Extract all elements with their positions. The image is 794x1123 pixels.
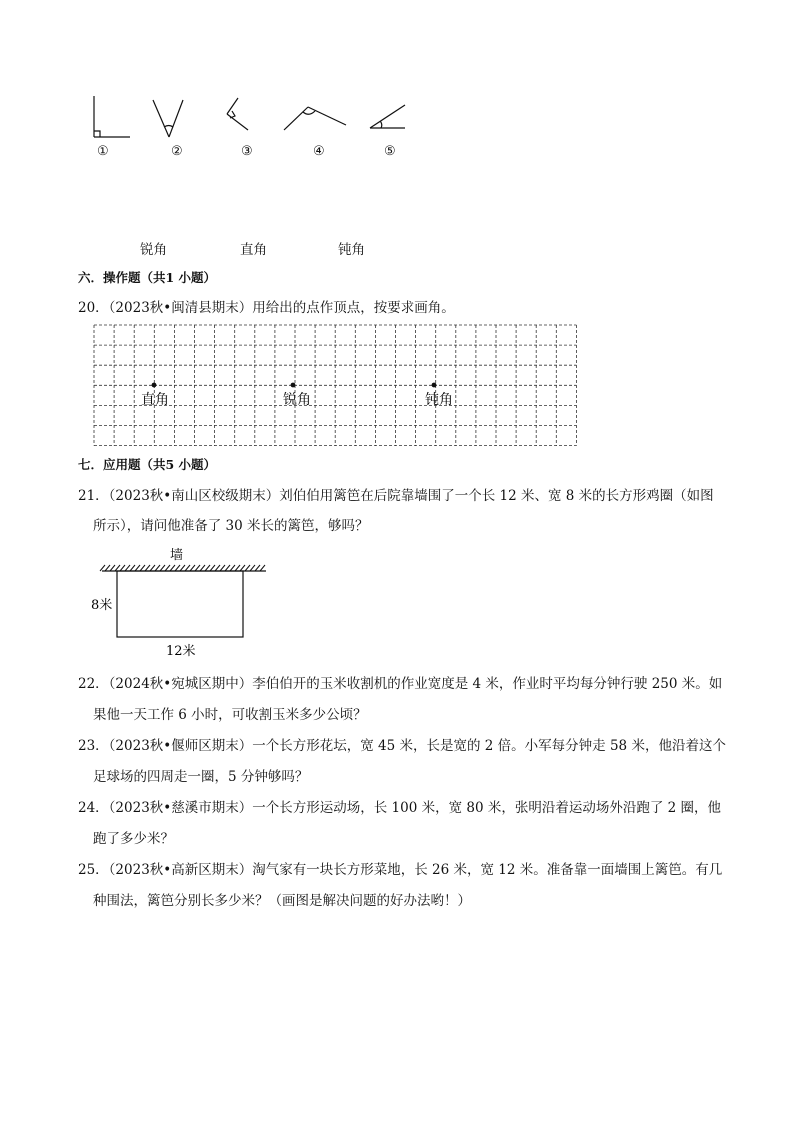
grid-label-obtuse: 钝角 xyxy=(425,392,453,408)
wall-hatch-line xyxy=(125,565,130,571)
question-24-line-1: 24．（2023秋•慈溪市期末）一个长方形运动场，长 100 米，宽 80 米，张明沿着运动场外沿跑了 2 圈，他 xyxy=(78,800,722,816)
wall-hatch-line xyxy=(170,565,175,571)
wall-hatch-line xyxy=(155,565,160,571)
wall-hatch-line xyxy=(210,565,215,571)
wall-hatch-line xyxy=(130,565,135,571)
question-25-line-1: 25．（2023秋•高新区期末）淘气家有一块长方形菜地，长 26 米，宽 12 米。准备靠一面墙围上篱笆。有几 xyxy=(78,862,723,878)
question-21-line-1: 21．（2023秋•南山区校级期末）刘伯伯用篱笆在后院靠墙围了一个长 12 米、宽 8 米的长方形鸡圈（如图 xyxy=(78,488,714,504)
section-application-heading: 七．应用题（共5 小题） xyxy=(78,457,217,472)
question-22-line-1: 22．（2024秋•宛城区期中）李伯伯开的玉米收割机的作业宽度是 4 米，作业时平均每分钟行驶 250 米。如 xyxy=(78,676,723,692)
category-right: 直角 xyxy=(240,242,267,258)
wall-hatch-line xyxy=(245,565,250,571)
vertex-dot-acute xyxy=(291,383,296,388)
wall-hatch-line xyxy=(260,565,265,571)
question-20-text: 20．（2023秋•闽清县期末）用给出的点作顶点，按要求画角。 xyxy=(78,300,455,316)
wall-hatch-line xyxy=(255,565,260,571)
wall-hatch-line xyxy=(200,565,205,571)
coop-rectangle xyxy=(117,571,243,637)
length-label: 12米 xyxy=(166,644,196,659)
wall-hatch-line xyxy=(175,565,180,571)
wall-hatch-line xyxy=(230,565,235,571)
question-25-line-2: 种围法，篱笆分别长多少米？（画图是解决问题的好办法哟！） xyxy=(93,893,471,909)
width-label: 8米 xyxy=(91,598,113,613)
question-23-line-2: 足球场的四周走一圈，5 分钟够吗？ xyxy=(93,769,309,785)
wall-hatch-line xyxy=(180,565,185,571)
wall-hatch-line xyxy=(115,565,120,571)
angle-5-figure xyxy=(370,105,405,128)
question-22-line-2: 果他一天工作 6 小时，可收割玉米多少公顷？ xyxy=(93,707,367,723)
wall-hatch-line xyxy=(220,565,225,571)
question-23-line-1: 23．（2023秋•偃师区期末）一个长方形花坛，宽 45 米，长是宽的 2 倍。小军每分钟走 58 米，他沿着这个 xyxy=(78,738,726,754)
wall-hatch-line xyxy=(240,565,245,571)
angle-3-figure xyxy=(227,98,248,130)
angle-label-5: ⑤ xyxy=(384,144,396,159)
question-24-line-2: 跑了多少米？ xyxy=(93,831,174,847)
wall-hatch-line xyxy=(110,565,115,571)
wall-hatch-line xyxy=(105,565,110,571)
angle-4-figure xyxy=(284,107,346,130)
coop-figure xyxy=(86,543,286,663)
angle-label-2: ② xyxy=(171,144,183,159)
wall-hatch-line xyxy=(250,565,255,571)
wall-hatch-line xyxy=(225,565,230,571)
grid-label-acute: 锐角 xyxy=(283,392,311,408)
dotted-grid xyxy=(93,324,577,448)
angle-2-figure xyxy=(153,100,183,137)
grid-label-right: 直角 xyxy=(141,392,169,408)
wall-hatch-line xyxy=(215,565,220,571)
wall-label: 墙 xyxy=(170,548,184,563)
category-acute: 锐角 xyxy=(140,242,167,258)
wall-hatch-line xyxy=(205,565,210,571)
angle-1-figure xyxy=(94,96,130,137)
wall-hatch-line xyxy=(195,565,200,571)
wall-hatch-line xyxy=(120,565,125,571)
wall-hatch-line xyxy=(100,565,105,571)
wall-hatch-line xyxy=(135,565,140,571)
vertex-dot-obtuse xyxy=(432,383,437,388)
wall-hatch-line xyxy=(165,565,170,571)
wall-hatch-line xyxy=(145,565,150,571)
wall-hatch-line xyxy=(185,565,190,571)
section-operation-heading: 六．操作题（共1 小题） xyxy=(78,270,217,285)
wall-hatch-line xyxy=(160,565,165,571)
angle-label-3: ③ xyxy=(241,144,253,159)
wall-hatch-line xyxy=(190,565,195,571)
wall-hatch-line xyxy=(140,565,145,571)
angle-label-4: ④ xyxy=(313,144,325,159)
vertex-dot-right xyxy=(152,383,157,388)
category-obtuse: 钝角 xyxy=(338,242,365,258)
wall-hatch-line xyxy=(150,565,155,571)
question-21-line-2: 所示），请问他准备了 30 米长的篱笆，够吗？ xyxy=(93,518,369,534)
wall-hatch-line xyxy=(235,565,240,571)
angle-label-1: ① xyxy=(97,144,109,159)
